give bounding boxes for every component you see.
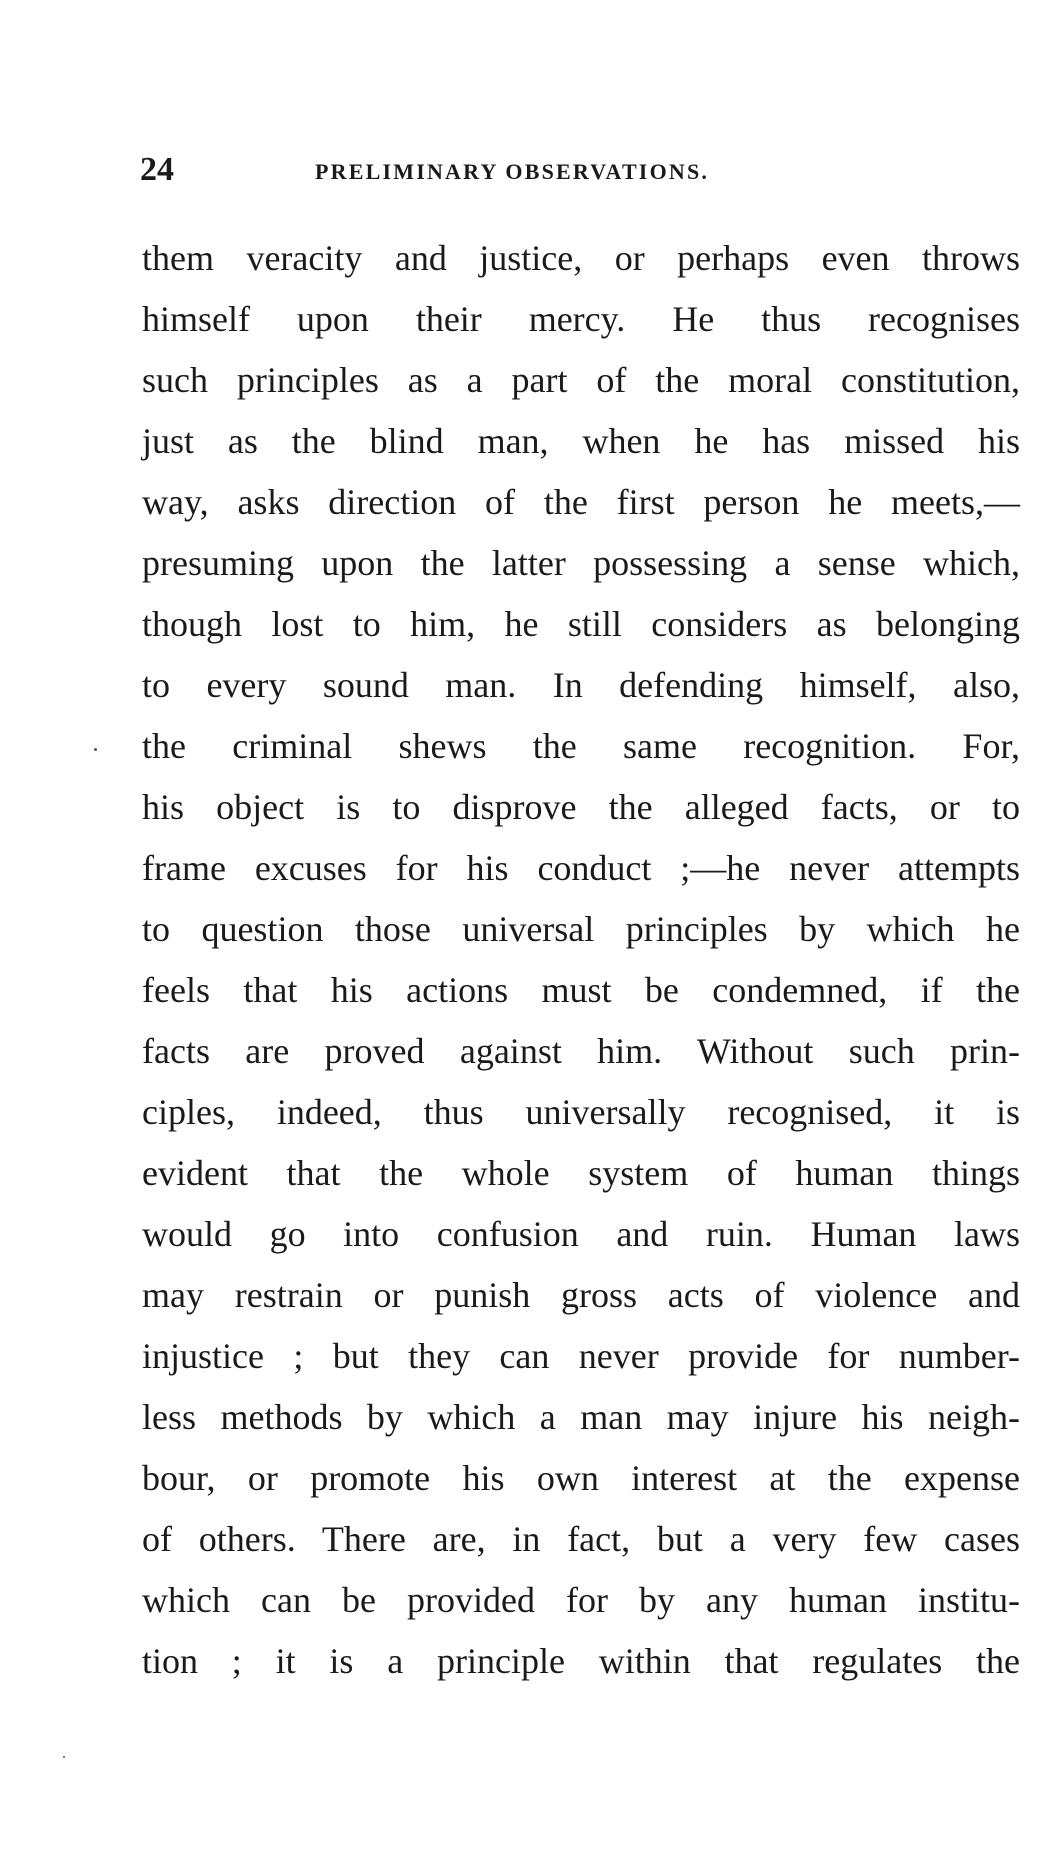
page-number: 24	[140, 151, 174, 188]
text-line: such principles as a part of the moral constitution,	[142, 360, 1020, 400]
paper-speck	[94, 748, 97, 751]
text-line: of others. There are, in fact, but a very few cases	[142, 1519, 1020, 1559]
text-line: injustice ; but they can never provide for number-	[142, 1336, 1020, 1376]
text-line: though lost to him, he still considers as belonging	[142, 604, 1020, 644]
text-line: frame excuses for his conduct ;—he never attempts	[142, 848, 1020, 888]
text-line: evident that the whole system of human things	[142, 1153, 1020, 1193]
text-line: less methods by which a man may injure his neigh-	[142, 1397, 1020, 1437]
text-line: his object is to disprove the alleged facts, or to	[142, 787, 1020, 827]
text-line: just as the blind man, when he has missed his	[142, 421, 1020, 461]
text-line: to every sound man. In defending himself, also,	[142, 665, 1020, 705]
text-line: ciples, indeed, thus universally recognised, it is	[142, 1092, 1020, 1132]
text-line: bour, or promote his own interest at the expense	[142, 1458, 1020, 1498]
text-line: tion ; it is a principle within that regulates the	[142, 1641, 1020, 1681]
text-line: to question those universal principles by which he	[142, 909, 1020, 949]
text-line: presuming upon the latter possessing a sense which,	[142, 543, 1020, 583]
text-line: feels that his actions must be condemned, if the	[142, 970, 1020, 1010]
text-line: way, asks direction of the first person he meets,—	[142, 482, 1020, 522]
running-title: PRELIMINARY OBSERVATIONS.	[315, 159, 710, 184]
text-line: the criminal shews the same recognition. For,	[142, 726, 1020, 766]
text-line: may restrain or punish gross acts of violence and	[142, 1275, 1020, 1315]
text-line: which can be provided for by any human institu-	[142, 1580, 1020, 1620]
running-head	[140, 150, 1020, 190]
text-line: them veracity and justice, or perhaps even throws	[142, 238, 1020, 278]
paper-speck	[63, 1756, 65, 1758]
body-text	[142, 228, 1020, 1692]
text-line: himself upon their mercy. He thus recognises	[142, 299, 1020, 339]
text-line: would go into confusion and ruin. Human laws	[142, 1214, 1020, 1254]
text-line: facts are proved against him. Without such prin-	[142, 1031, 1020, 1071]
